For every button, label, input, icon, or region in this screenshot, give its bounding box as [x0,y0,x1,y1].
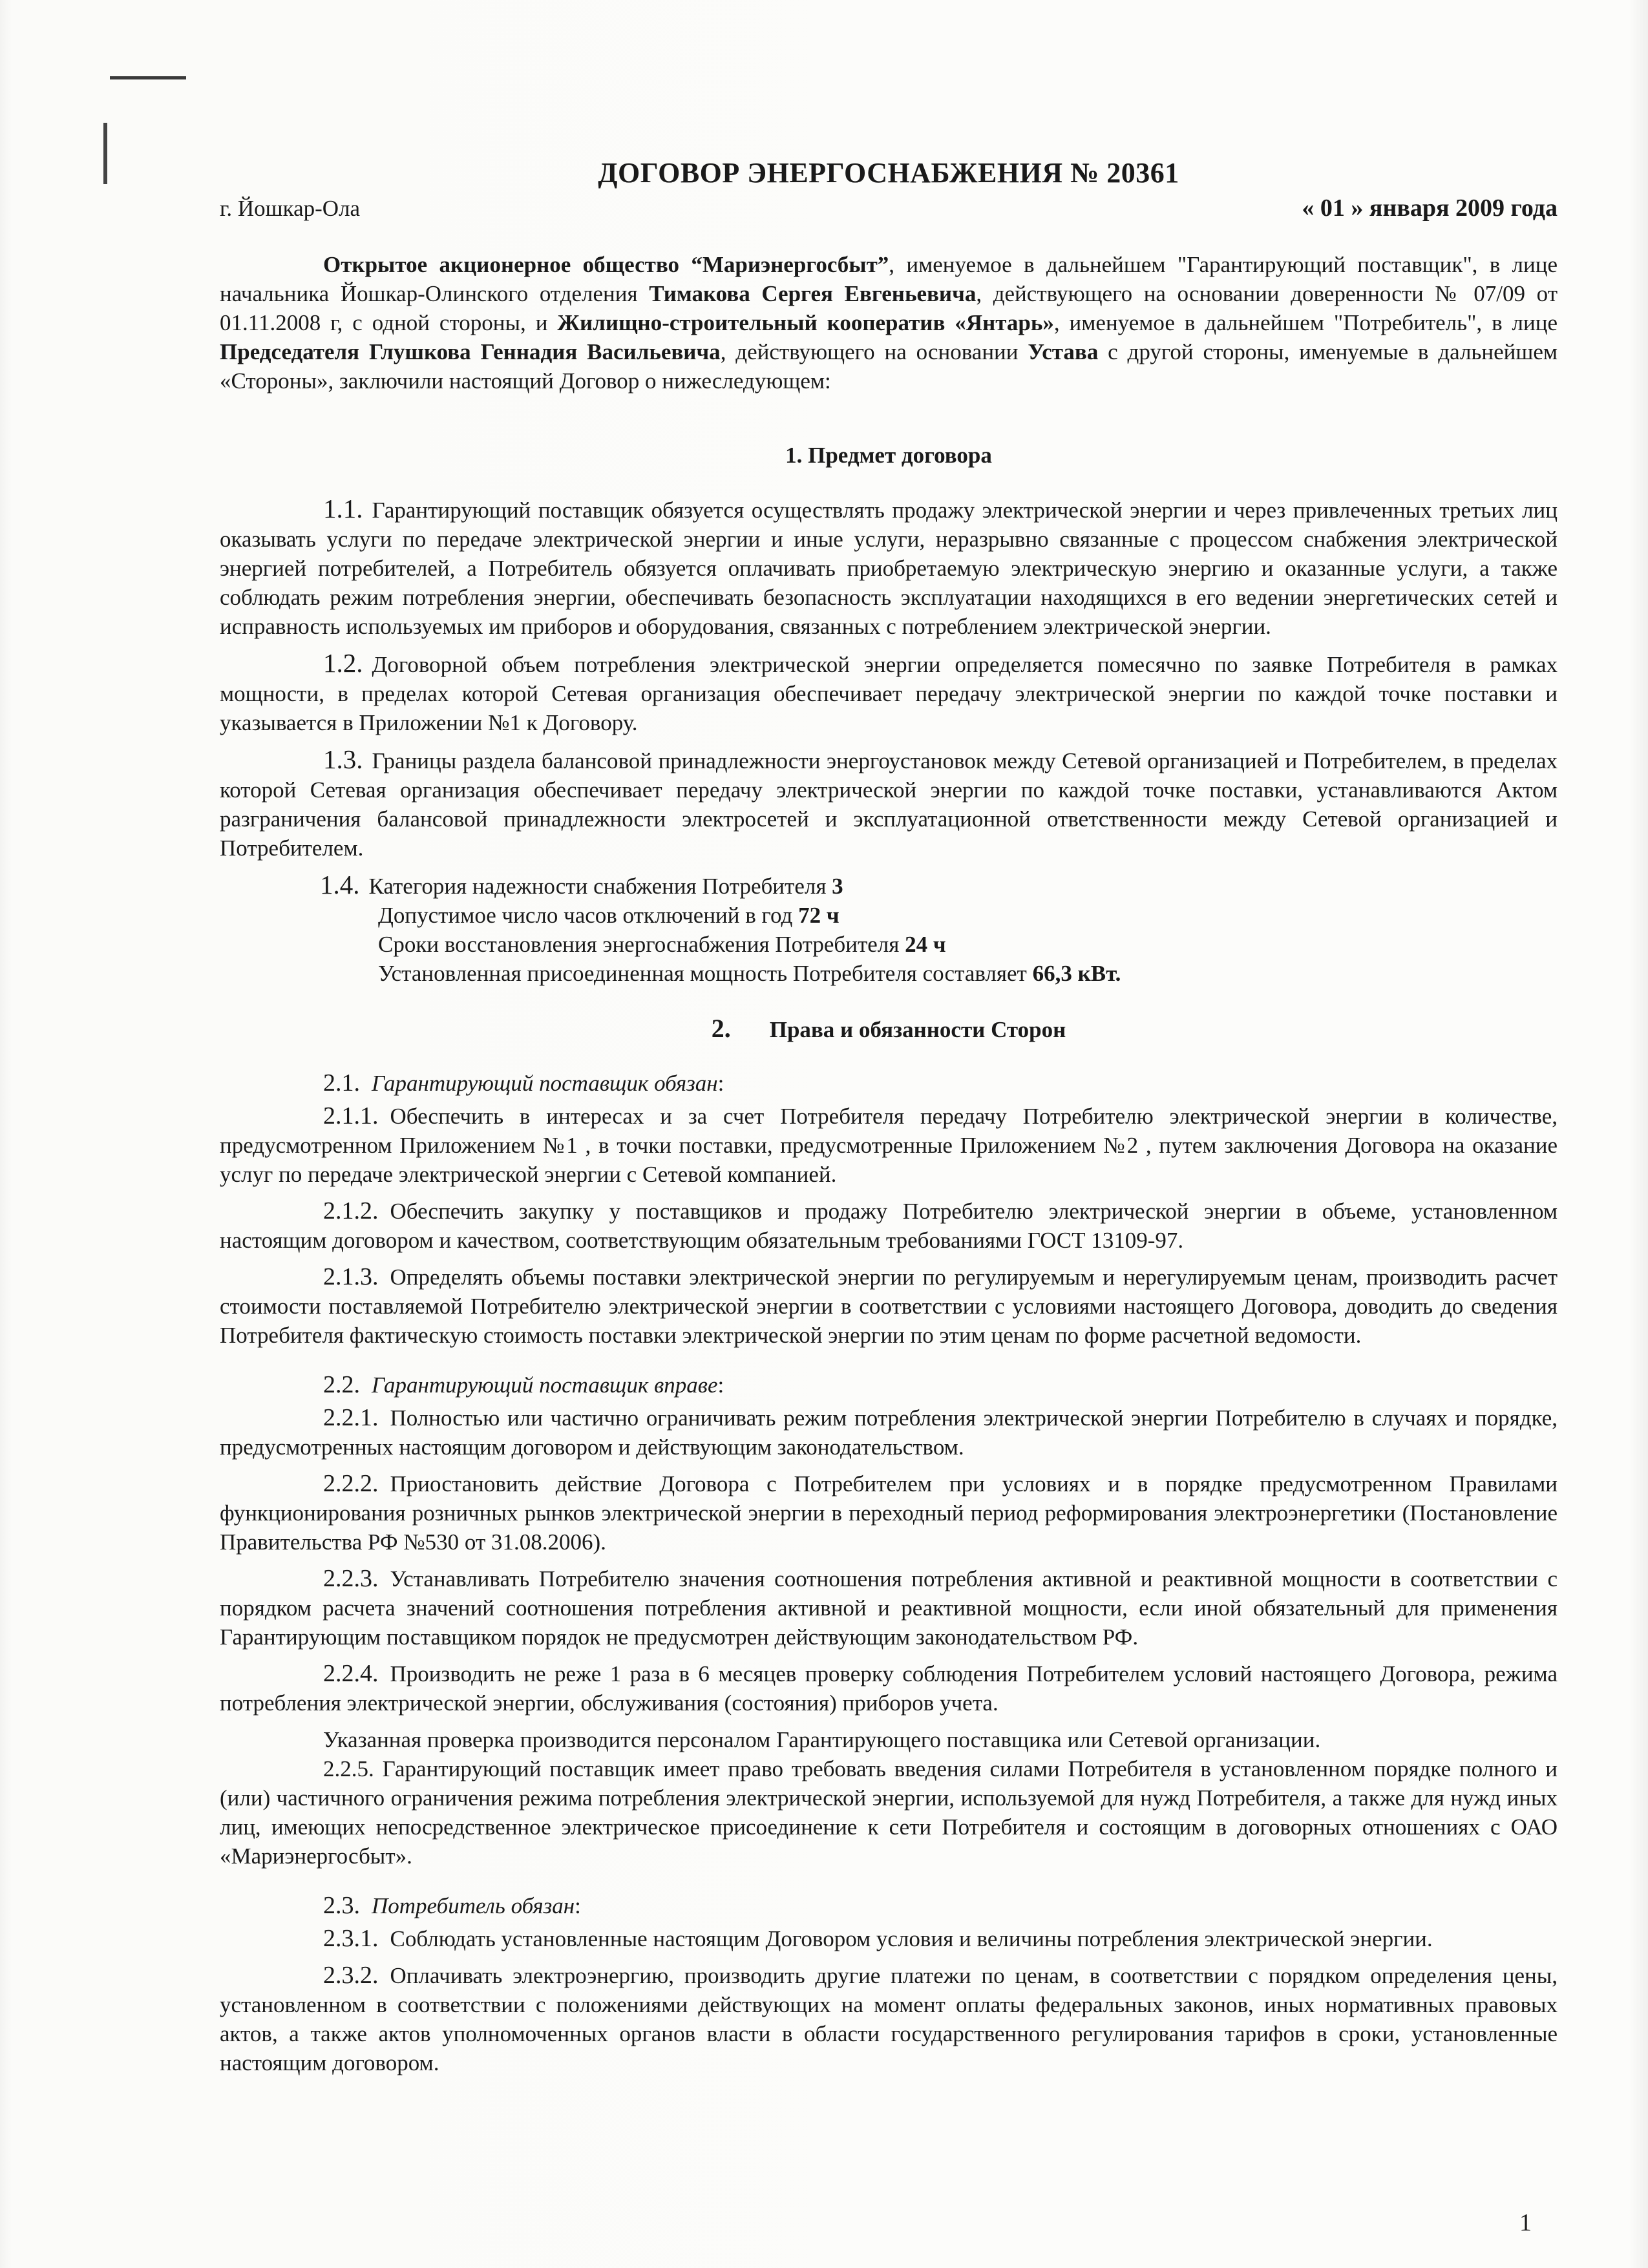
allowed-outage-hours: Допустимое число часов отключений в год 72 ч [378,903,840,928]
clause-1-1: 1.1. Гарантирующий поставщик обязуется осуществлять продажу электрической энергии и через привлеченных третьих лиц оказывать услуги по передаче электрической энергии и иные услуги, неразрывно связанные с процессом снабжения электрической энергией потребителей, а Потребитель обязуется оплачивать приобретаемую электрическую энергию и оказанные услуги, а также соблюдать режим потребления энергии, обеспечивать безопасность эксплуатации находящихся в его ведении энергетических сетей и исправность используемых им приборов и оборудования, связанных с потреблением электрической энергии. [220,494,1558,639]
supplier-name: Открытое акционерное общество “Мариэнергосбыт” [323,252,889,277]
consumer-representative: Председателя Глушкова Геннадия Васильевича [220,339,721,364]
scan-mark [103,123,107,184]
clause-2-2-5: 2.2.5. Гарантирующий поставщик имеет право требовать введения силами Потребителя в установленном порядке полного и (или) частичного ограничения режима потребления электрической энергии, используемой для нужд Потребителя, а также для нужд иных лиц, имеющих непосредственное электрическое присоединение к сети Потребителя и состоящим в договорных отношениях с ОАО «Мариэнергосбыт». [220,1756,1558,1869]
clause-2-2-3: 2.2.3. Устанавливать Потребителю значения соотношения потребления активной и реактивной мощности в соответствии с порядком расчета значений соотношения потребления активной и реактивной мощности, если иной обязательный для применения Гарантирующим поставщиком порядок не предусмотрен действующим законодательством РФ. [220,1565,1558,1650]
subsection-2-3: 2.3. Потребитель обязан: [323,1892,581,1919]
preamble: Открытое акционерное общество “Мариэнергосбыт”, именуемое в дальнейшем "Гарантирующий поставщик", в лице начальника Йошкар-Олинского отделения Тимакова Сергея Евгеньевича, действующего на основании доверенности № 07/09 от 01.11.2008 г, с одной стороны, и Жилищно-строительный кооператив «Янтарь», именуемое в дальнейшем "Потребитель", в лице Председателя Глушкова Геннадия Васильевича, действующего на основании Устава с другой стороны, именуемые в дальнейшем «Стороны», заключили настоящий Договор о нижеследующем: [220,252,1558,394]
supplier-representative: Тимакова Сергея Евгеньевича [649,281,977,306]
contract-date: « 01 » января 2009 года [1302,194,1558,222]
document-title: ДОГОВОР ЭНЕРГОСНАБЖЕНИЯ № 20361 [598,157,1179,189]
clause-2-1-3: 2.1.3. Определять объемы поставки электрической энергии по регулируемым и нерегулируемым ценам, производить расчет стоимости поставляемой Потребителю электрической энергии в соответствии с условиями настоящего Договора, доводить до сведения Потребителя фактическую стоимость поставки электрической энергии по этим ценам по форме расчетной ведомости. [220,1263,1558,1348]
installed-capacity: Установленная присоединенная мощность Потребителя составляет 66,3 кВт. [378,961,1121,986]
basis-document: Устава [1028,339,1099,364]
document-body [220,158,1558,2085]
clause-2-2-4: 2.2.4. Производить не реже 1 раза в 6 месяцев проверку соблюдения Потребителем условий настоящего Договора, режима потребления электрической энергии, обслуживания (состояния) приборов учета. [220,1660,1558,1716]
consumer-name: Жилищно-строительный кооператив «Янтарь» [557,310,1054,335]
place-date-row [220,194,1558,223]
restoration-time: Сроки восстановления энергоснабжения Потребителя 24 ч [378,932,946,957]
reliability-category: 1.4. Категория надежности снабжения Потребителя 3 [320,870,843,899]
clause-1-2: 1.2. Договорной объем потребления электрической энергии определяется помесячно по заявке Потребителя в рамках мощности, в пределах которой Сетевая организация обеспечивает передачу электрической энергии по каждой точке поставки и указывается в Приложении №1 к Договору. [220,648,1558,735]
clause-2-2-1: 2.2.1. Полностью или частично ограничивать режим потребления электрической энергии Потребителю в случаях и порядке, предусмотренных настоящим договором и действующим законодательством. [220,1404,1558,1460]
clause-2-3-2: 2.3.2. Оплачивать электроэнергию, производить другие платежи по ценам, в соответствии с порядком определения цены, установленном в соответствии с положениями действующих на момент оплаты федеральных законов, иных нормативных правовых актов, а также актов уполномоченных органов власти в области государственного регулирования тарифов в сроки, установленные настоящим договором. [220,1962,1558,2075]
subsection-2-2: 2.2. Гарантирующий поставщик вправе: [323,1371,724,1398]
section-1-title: 1. Предмет договора [785,443,992,468]
city: г. Йошкар-Ола [220,196,361,221]
clause-2-2-4-note: Указанная проверка производится персоналом Гарантирующего поставщика или Сетевой организации. [323,1727,1321,1752]
clause-2-1-2: 2.1.2. Обеспечить закупку у поставщиков и продажу Потребителю электрической энергии в объеме, установленном настоящим договором и качеством, соответствующим обязательным требованиями ГОСТ 13109-97. [220,1197,1558,1253]
page-number: 1 [1519,2209,1532,2236]
subsection-2-1: 2.1. Гарантирующий поставщик обязан: [323,1069,724,1097]
clause-2-3-1: 2.3.1. Соблюдать установленные настоящим Договором условия и величины потребления электрической энергии. [323,1925,1433,1952]
clause-1-4 [220,870,1558,988]
section-2-title: 2. Права и обязанности Сторон [711,1014,1066,1043]
scan-mark [110,76,186,79]
clause-1-3: 1.3. Границы раздела балансовой принадлежности энергоустановок между Сетевой организацией и Потребителем, в пределах которой Сетевая организация обеспечивает передачу электрической энергии по каждой точке поставки, устанавливаются Актом разграничения балансовой принадлежности электросетей и эксплуатационной ответственности между Сетевой организацией и Потребителем. [220,744,1558,861]
clause-2-1-1: 2.1.1. Обеспечить в интересах и за счет Потребителя передачу Потребителю электрической энергии в количестве, предусмотренном Приложением №1 , в точки поставки, предусмотренные Приложением №2 , путем заключения Договора на оказание услуг по передаче электрической энергии с Сетевой компанией. [220,1102,1558,1187]
clause-2-2-2: 2.2.2. Приостановить действие Договора с Потребителем при условиях и в порядке предусмотренном Правилами функционирования розничных рынков электрической энергии в переходный период реформирования электроэнергетики (Постановление Правительства РФ №530 от 31.08.2006). [220,1470,1558,1555]
